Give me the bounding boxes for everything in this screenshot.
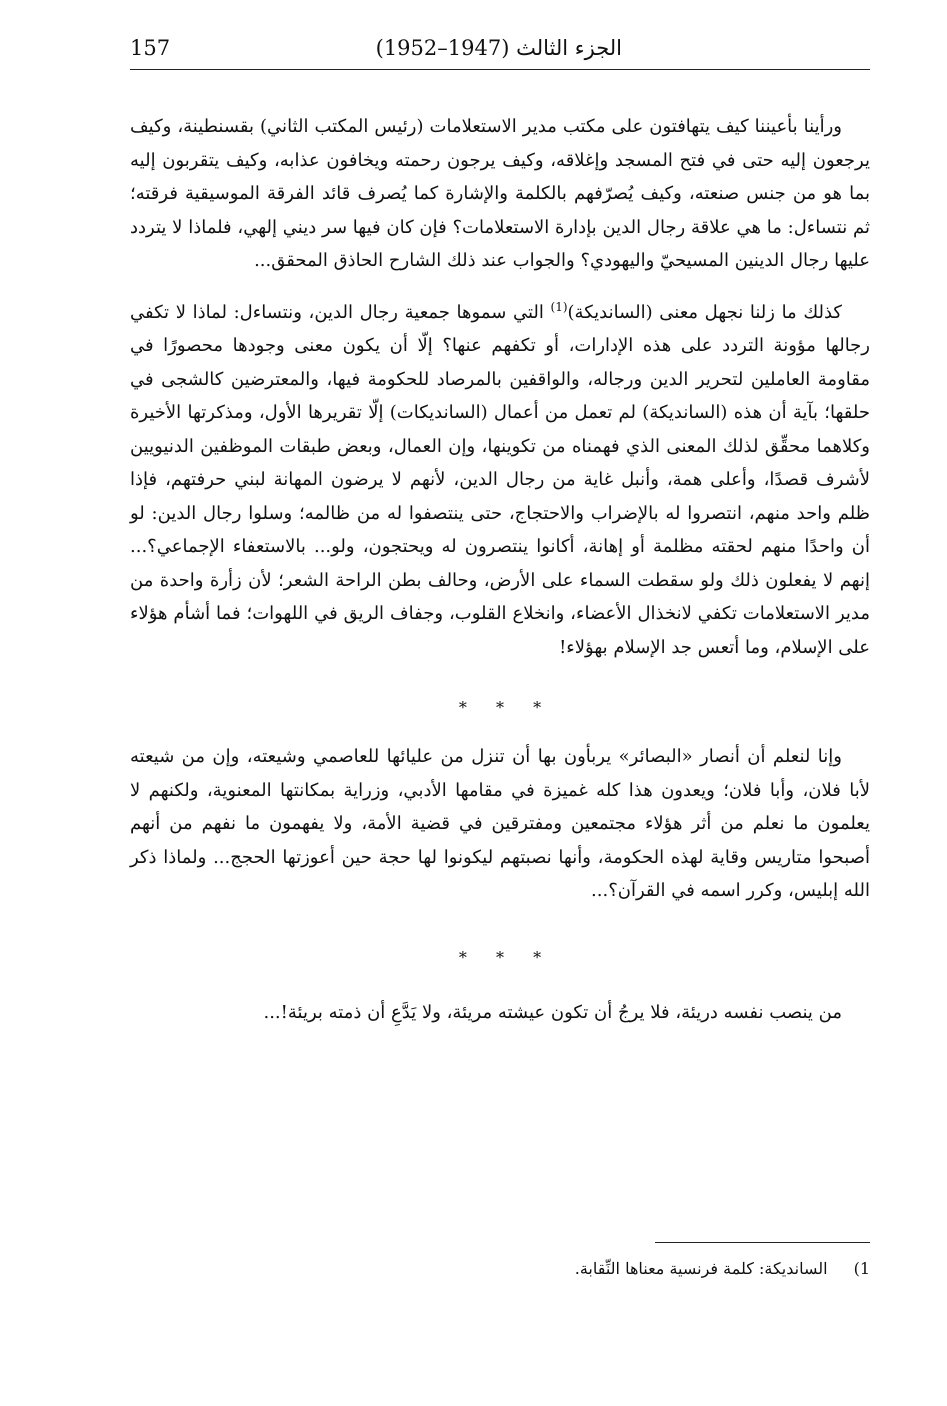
- running-header: [130, 30, 870, 70]
- header-rule: [130, 69, 870, 70]
- paragraph-text: كذلك ما زلنا نجهل معنى (السانديكة): [567, 301, 843, 323]
- footnote: [130, 1255, 870, 1283]
- paragraph: من ينصب نفسه دريئة، فلا يرجُ أن تكون عيشته مريئة، ولا يَدَّعِ أن ذمته بريئة!...: [263, 1001, 842, 1023]
- paragraph: وإنا لنعلم أن أنصار «البصائر» يربأون بها أن تنزل من عليائها للعاصمي وشيعته، وإن من شيعته لأبا فلان، وأبا فلان؛ ويعدون هذا كله غميزة في مقامها الأدبي، وزراية بمكانتها المعنوية، ولكنهم لا يعلمون ما نعلم من أثر هؤلاء مجتمعين ومفترقين في قضية الأمة، ولا يفهمون ما نفهم من أنهم أصبحوا متاريس وقاية لهذه الحكومة، وأنها نصبتهم ليكونوا لها حجة حين أعوزتها الحجج... ولماذا ذكر الله إبليس، وكرر اسمه في القرآن؟...: [130, 746, 870, 901]
- page-number: 157: [130, 36, 171, 60]
- paragraph: ورأينا بأعيننا كيف يتهافتون على مكتب مدير الاستعلامات (رئيس المكتب الثاني) بقسنطينة، وكيف يرجعون إليه حتى في فتح المسجد وإغلاقه، وكيف يرجون رحمته ويخافون عذابه، وكيف يتقربون إليه بما هو من جنس صنعته، وكيف يُصرّفهم بالكلمة والإشارة كما يُصرف قائد الفرقة الموسيقية فرقته؛ ثم نتساءل: ما هي علاقة رجال الدين بإدارة الاستعلامات؟ فإن كان فيها سر ديني إلهي، فلماذا لا يتردد عليها رجال الدينين المسيحيّ واليهودي؟ والجواب عند ذلك الشارح الحاذق المحقق...: [130, 116, 870, 271]
- section-separator: * * *: [458, 947, 554, 967]
- footnote-reference: (1): [550, 299, 568, 314]
- footnote-rule: [655, 1242, 870, 1243]
- section-separator: * * *: [458, 698, 554, 717]
- header-title: الجزء الثالث (1947–1952): [375, 36, 622, 60]
- paragraph-text: التي سموها جمعية رجال الدين، ونتساءل: لماذا لا تكفي رجالها مؤونة التردد على هذه الإدارات، أو تكفهم عنها؟ إلّا أن يكون معنى وجودها محصورًا في مقاومة العاملين لتحرير الدين ورجاله، والواقفين بالمرصاد للحكومة فيها، والمعترضين كالشجى في حلقها؛ بآية أن هذه (السانديكة) لم تعمل من أعمال (السانديكات) إلّا تقريرها الأول، ومذكرتها الأخيرة وكلاهما محقِّق لذلك المعنى الذي فهمناه من تكوينها، وإن العمال، وبعض طبقات الموظفين الدنيويين لأشرف قصدًا، وأعلى همة، وأنبل غاية من رجال الدين، لأنهم لا يرضون المهانة لبني حرفتهم، فإذا ظلم واحد منهم، انتصروا له بالإضراب والاحتجاج، حتى ينتصفوا له من ظالمه؛ وسلوا رجال الدين: لو أن واحدًا منهم لحقته مظلمة أو إهانة، أكانوا ينتصرون له ويحتجون، ولو... بالاستعفاء الإجماعي؟...: [130, 301, 870, 557]
- paragraph-text: إنهم لا يفعلون ذلك ولو سقطت السماء على الأرض، وحالف بطن الراحة الشعر؛ لأن زأرة واحدة من مدير الاستعلامات تكفي لانخذال الأعضاء، وانخلاع القلوب، وجفاف الريق في اللهوات؛ فما أشأم هؤلاء على الإسلام، وما أتعس جد الإسلام بهؤلاء!: [130, 569, 870, 658]
- footnote-marker: 1): [853, 1259, 870, 1278]
- paragraph: [130, 296, 870, 665]
- footnote-text: السانديكة: كلمة فرنسية معناها النِّقابة.: [574, 1259, 828, 1278]
- main-text: [130, 110, 870, 1029]
